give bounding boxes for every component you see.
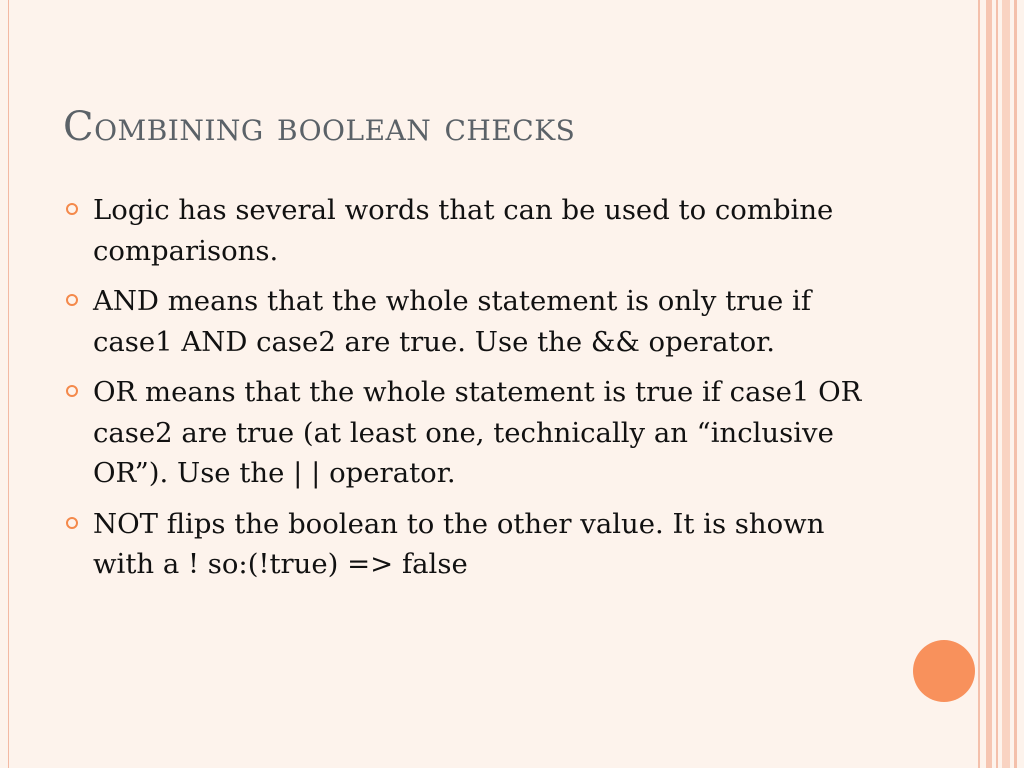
stripe [1014,0,1017,768]
stripe [986,0,992,768]
bullet-text: NOT flips the boolean to the other value. It is shown with a ! so:(!true) => false [93,507,825,580]
bullet-text: AND means that the whole statement is only true if case1 AND case2 are true. Use the && operator. [93,285,811,358]
right-decorative-stripes [978,0,1024,768]
bullet-item [66,190,886,271]
bullet-text: Logic has several words that can be used to combine comparisons. [93,194,834,267]
bullet-circle-icon [66,294,78,306]
bullet-item [66,372,886,494]
bullet-text: OR means that the whole statement is true if case1 OR case2 are true (at least one, technically an “inclusive OR”). Use the | | operator. [93,376,862,489]
stripe [978,0,980,768]
bullet-circle-icon [66,385,78,397]
bullet-circle-icon [66,203,78,215]
bullet-item [66,281,886,362]
bullet-list [66,190,886,595]
slide-title: Combining boolean checks [63,104,576,150]
stripe [996,0,998,768]
orange-circle-decoration [913,640,975,702]
stripe [1002,0,1010,768]
bullet-item [66,504,886,585]
left-border-line [8,0,9,768]
bullet-circle-icon [66,517,78,529]
